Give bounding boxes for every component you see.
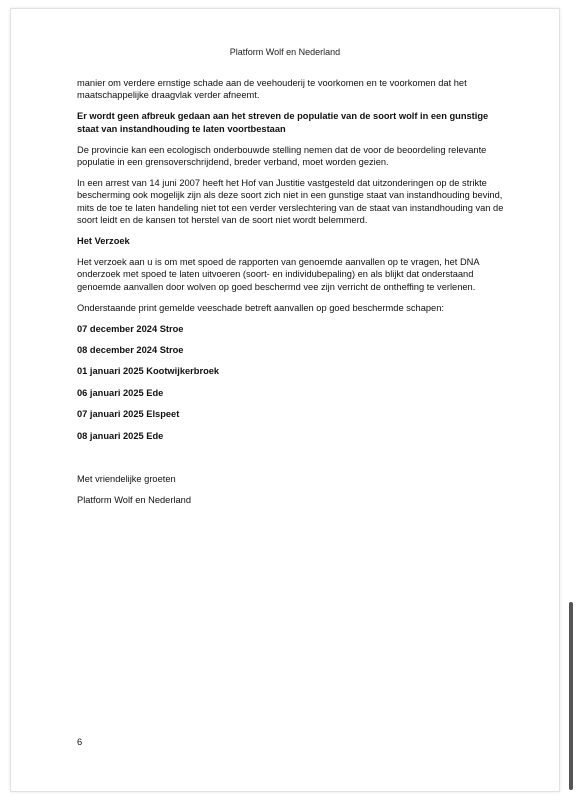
incident-item: 08 januari 2025 Ede (77, 430, 164, 441)
closing-spacer (77, 451, 507, 473)
paragraph-damage-intro: Onderstaande print gemelde veeschade betreft aanvallen op goed beschermde schapen: (77, 302, 444, 313)
incident-list (77, 323, 507, 442)
closing-signature: Platform Wolf en Nederland (77, 494, 192, 505)
scrollbar-thumb[interactable] (569, 602, 573, 790)
incident-item: 01 januari 2025 Kootwijkerbroek (77, 366, 220, 377)
paragraph-continuation: manier om verdere ernstige schade aan de veehouderij te voorkomen en te voorkomen dat het maatschappelijke draagvlak verder afneemt. (77, 78, 467, 101)
paragraph-court-ruling: In een arrest van 14 juni 2007 heeft het Hof van Justitie vastgesteld dat uitzonderingen op de strikte bescherming ook mogelijk zijn als deze soort zich niet in een gunstige staat van instandhouding bevind, mits de toe te laten handeling niet tot een verder verslechtering van de staat van instandhouding van de soort leidt en de kansen tot herstel van de soort niet wordt belemmerd. (77, 177, 504, 226)
page-header: Platform Wolf en Nederland (229, 47, 341, 57)
incident-item: 07 januari 2025 Elspeet (77, 409, 180, 420)
section-heading: Het Verzoek (77, 236, 130, 247)
page-body (77, 77, 507, 515)
paragraph-bold-statement: Er wordt geen afbreuk gedaan aan het streven de populatie van de soort wolf in een gunstige staat van instandhouding te laten voortbestaan (77, 111, 489, 134)
incident-item: 07 december 2024 Stroe (77, 323, 184, 334)
incident-item: 06 januari 2025 Ede (77, 387, 164, 398)
page-number: 6 (77, 737, 83, 747)
paragraph-request: Het verzoek aan u is om met spoed de rapporten van genoemde aanvallen op te vragen, het DNA onderzoek met spoed te laten uitvoeren (soort- en individubepaling) en als blijkt dat onderstaand genoemde aanvallen door wolven op goed beschermd vee zijn verricht de ontheffing te verlenen. (77, 256, 480, 292)
closing-greeting: Met vriendelijke groeten (77, 474, 176, 485)
paragraph-province: De provincie kan een ecologisch onderbouwde stelling nemen dat de voor de beoordeling relevante populatie in een grensoverschrijdend, breder verband, moet worden gezien. (77, 144, 487, 168)
document-page (10, 8, 560, 792)
incident-item: 08 december 2024 Stroe (77, 345, 184, 355)
